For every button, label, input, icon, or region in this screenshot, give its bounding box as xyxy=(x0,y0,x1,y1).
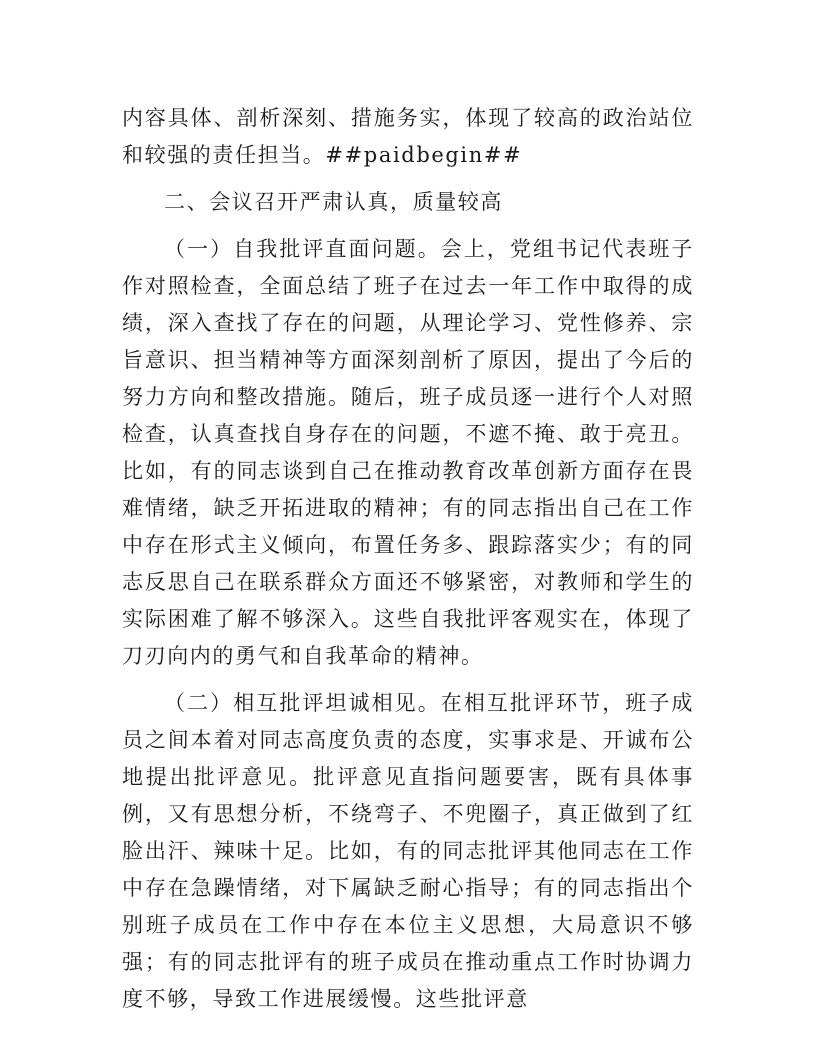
paragraph-mutual-criticism: （二）相互批评坦诚相见。在相互批评环节，班子成员之间本着对同志高度负责的态度，实事求是、开诚布公地提出批评意见。批评意见直指问题要害，既有具体事例，又有思想分析，不绕弯子、不兜圈子，真正做到了红脸出汗、辣味十足。比如，有的同志批评其他同志在工作中存在急躁情绪，对下属缺乏耐心指导；有的同志指出个别班子成员在工作中存在本位主义思想，大局意识不够强；有的同志批评有的班子成员在推动重点工作时协调力度不够，导致工作进展缓慢。这些批评意 xyxy=(122,691,694,1011)
document-body xyxy=(122,100,694,1018)
paragraph-self-criticism: （一）自我批评直面问题。会上，党组书记代表班子作对照检查，全面总结了班子在过去一年工作中取得的成绩，深入查找了存在的问题，从理论学习、党性修养、宗旨意识、担当精神等方面深刻剖析了原因，提出了今后的努力方向和整改措施。随后，班子成员逐一进行个人对照检查，认真查找自身存在的问题，不遮不掩、敢于亮丑。比如，有的同志谈到自己在推动教育改革创新方面存在畏难情绪，缺乏开拓进取的精神；有的同志指出自己在工作中存在形式主义倾向，布置任务多、跟踪落实少；有的同志反思自己在联系群众方面还不够紧密，对教师和学生的实际困难了解不够深入。这些自我批评客观实在，体现了刀刃向内的勇气和自我革命的精神。 xyxy=(122,237,694,668)
continued-paragraph: 内容具体、剖析深刻、措施务实，体现了较高的政治站位和较强的责任担当。##paidbegin## xyxy=(122,106,694,167)
section-heading: 二、会议召开严肃认真，质量较高 xyxy=(164,190,503,214)
